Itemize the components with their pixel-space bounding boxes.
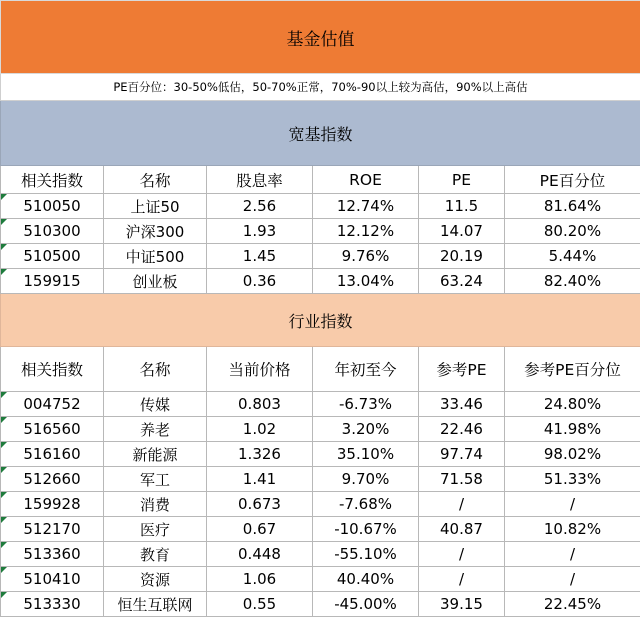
value-cell: 1.02	[207, 417, 313, 442]
value-cell: 2.56	[207, 194, 313, 219]
index-code-cell: 512660	[1, 467, 104, 492]
value-cell: 9.76%	[313, 244, 419, 269]
broad-table-row	[1, 244, 640, 269]
name-cell: 军工	[104, 467, 207, 492]
name-cell: 上证50	[104, 194, 207, 219]
column-header: 名称	[104, 166, 207, 194]
value-cell: 5.44%	[505, 244, 640, 269]
value-cell: 0.36	[207, 269, 313, 294]
value-cell: 97.74	[419, 442, 505, 467]
value-cell: -10.67%	[313, 517, 419, 542]
value-cell: -6.73%	[313, 392, 419, 417]
industry-table-row	[1, 592, 640, 617]
industry-table-row	[1, 417, 640, 442]
value-cell: /	[419, 492, 505, 517]
name-cell: 恒生互联网	[104, 592, 207, 617]
index-code-cell: 510300	[1, 219, 104, 244]
broad-table-row	[1, 194, 640, 219]
pe-percentile-note: PE百分位：30-50%低估，50-70%正常，70%-90以上较为高估，90%以上高估	[1, 74, 640, 101]
value-cell: 71.58	[419, 467, 505, 492]
name-cell: 资源	[104, 567, 207, 592]
value-cell: 40.40%	[313, 567, 419, 592]
value-cell: /	[505, 542, 640, 567]
column-header: PE百分位	[505, 166, 640, 194]
value-cell: 14.07	[419, 219, 505, 244]
column-header: 相关指数	[1, 166, 104, 194]
industry-header-row	[1, 347, 640, 392]
index-code-cell: 004752	[1, 392, 104, 417]
value-cell: 40.87	[419, 517, 505, 542]
value-cell: 39.15	[419, 592, 505, 617]
value-cell: 12.12%	[313, 219, 419, 244]
value-cell: 0.673	[207, 492, 313, 517]
industry-table-row	[1, 517, 640, 542]
column-header: PE	[419, 166, 505, 194]
name-cell: 创业板	[104, 269, 207, 294]
index-code-cell: 510500	[1, 244, 104, 269]
index-code-cell: 512170	[1, 517, 104, 542]
index-code-cell: 159928	[1, 492, 104, 517]
value-cell: 20.19	[419, 244, 505, 269]
industry-table-row	[1, 467, 640, 492]
name-cell: 医疗	[104, 517, 207, 542]
value-cell: -55.10%	[313, 542, 419, 567]
index-code-cell: 510410	[1, 567, 104, 592]
value-cell: 10.82%	[505, 517, 640, 542]
value-cell: 1.326	[207, 442, 313, 467]
value-cell: /	[419, 567, 505, 592]
name-cell: 消费	[104, 492, 207, 517]
name-cell: 新能源	[104, 442, 207, 467]
value-cell: 0.67	[207, 517, 313, 542]
column-header: 年初至今	[313, 347, 419, 392]
sheet-title: 基金估值	[1, 1, 640, 74]
column-header: 当前价格	[207, 347, 313, 392]
note-row	[1, 74, 640, 101]
industry-table-row	[1, 542, 640, 567]
value-cell: 22.46	[419, 417, 505, 442]
value-cell: -45.00%	[313, 592, 419, 617]
index-code-cell: 159915	[1, 269, 104, 294]
value-cell: 35.10%	[313, 442, 419, 467]
broad-table-row	[1, 219, 640, 244]
value-cell: 13.04%	[313, 269, 419, 294]
column-header: 相关指数	[1, 347, 104, 392]
value-cell: 80.20%	[505, 219, 640, 244]
industry-index-section-title: 行业指数	[1, 294, 640, 347]
value-cell: 33.46	[419, 392, 505, 417]
column-header: ROE	[313, 166, 419, 194]
column-header: 股息率	[207, 166, 313, 194]
value-cell: 1.06	[207, 567, 313, 592]
value-cell: /	[505, 492, 640, 517]
value-cell: /	[505, 567, 640, 592]
industry-table-row	[1, 392, 640, 417]
value-cell: 0.803	[207, 392, 313, 417]
value-cell: 98.02%	[505, 442, 640, 467]
index-code-cell: 516160	[1, 442, 104, 467]
value-cell: 3.20%	[313, 417, 419, 442]
column-header: 参考PE百分位	[505, 347, 640, 392]
broad-table-row	[1, 269, 640, 294]
broad-index-section-row	[1, 101, 640, 166]
value-cell: 1.45	[207, 244, 313, 269]
name-cell: 养老	[104, 417, 207, 442]
title-row	[1, 1, 640, 74]
column-header: 名称	[104, 347, 207, 392]
index-code-cell: 513330	[1, 592, 104, 617]
value-cell: 41.98%	[505, 417, 640, 442]
value-cell: 11.5	[419, 194, 505, 219]
value-cell: 24.80%	[505, 392, 640, 417]
value-cell: /	[419, 542, 505, 567]
value-cell: 12.74%	[313, 194, 419, 219]
broad-header-row	[1, 166, 640, 194]
index-code-cell: 513360	[1, 542, 104, 567]
name-cell: 教育	[104, 542, 207, 567]
value-cell: 81.64%	[505, 194, 640, 219]
broad-index-section-title: 宽基指数	[1, 101, 640, 166]
value-cell: 51.33%	[505, 467, 640, 492]
index-code-cell: 516560	[1, 417, 104, 442]
value-cell: 63.24	[419, 269, 505, 294]
industry-table-row	[1, 567, 640, 592]
name-cell: 中证500	[104, 244, 207, 269]
value-cell: 0.448	[207, 542, 313, 567]
industry-table-row	[1, 442, 640, 467]
value-cell: 9.70%	[313, 467, 419, 492]
value-cell: 1.41	[207, 467, 313, 492]
name-cell: 沪深300	[104, 219, 207, 244]
value-cell: 0.55	[207, 592, 313, 617]
column-header: 参考PE	[419, 347, 505, 392]
value-cell: 22.45%	[505, 592, 640, 617]
index-code-cell: 510050	[1, 194, 104, 219]
value-cell: 1.93	[207, 219, 313, 244]
industry-index-section-row	[1, 294, 640, 347]
industry-table-row	[1, 492, 640, 517]
value-cell: 82.40%	[505, 269, 640, 294]
name-cell: 传媒	[104, 392, 207, 417]
value-cell: -7.68%	[313, 492, 419, 517]
